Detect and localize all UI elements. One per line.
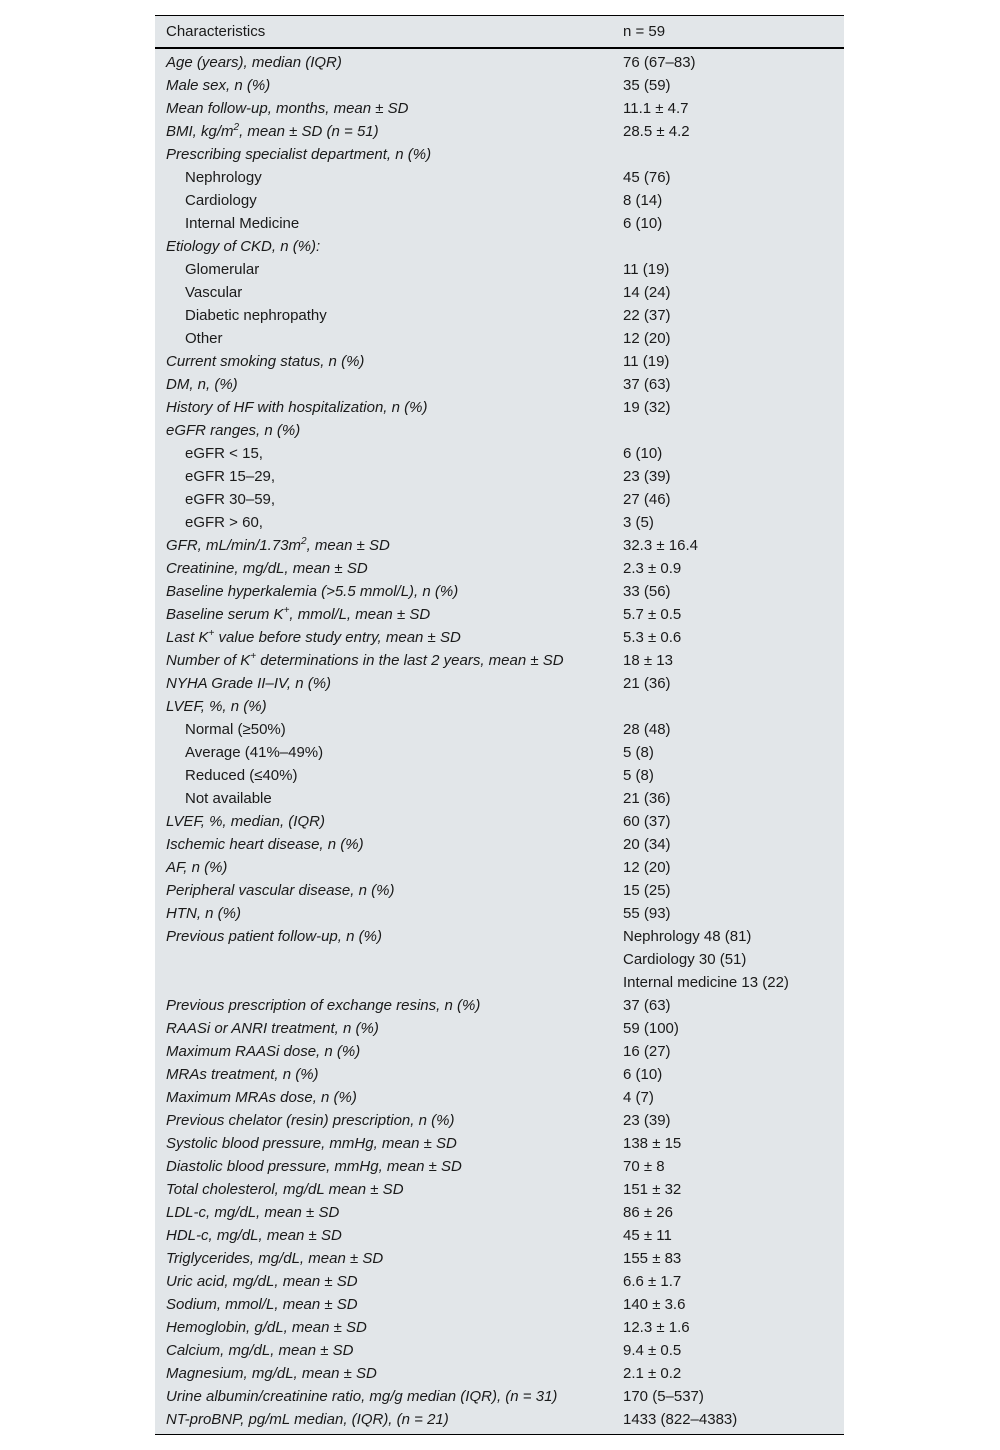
- row-label-text: Previous chelator (resin) prescription, n (%): [166, 1112, 455, 1129]
- row-label-text: eGFR ranges, n (%): [166, 422, 301, 439]
- row-label: [155, 1089, 623, 1106]
- row-label-superscript: +: [208, 628, 215, 639]
- row-label: [155, 422, 623, 439]
- row-label-text: Age (years), median (IQR): [166, 54, 342, 71]
- row-label: [155, 123, 623, 140]
- row-value: 11 (19): [623, 353, 670, 370]
- row-label: [155, 859, 623, 876]
- row-label-text: Total cholesterol, mg/dL mean ± SD: [166, 1181, 404, 1198]
- table-body: [155, 49, 844, 1435]
- row-label-text: MRAs treatment, n (%): [166, 1066, 319, 1083]
- row-label-text: NT-proBNP, pg/mL median, (IQR), (n = 21): [166, 1411, 449, 1428]
- table-row: [155, 304, 844, 327]
- table-row: [155, 580, 844, 603]
- row-value: 45 (76): [623, 169, 671, 186]
- row-value: 155 ± 83: [623, 1250, 682, 1267]
- table-header: [155, 15, 844, 49]
- row-label-text: Triglycerides, mg/dL, mean ± SD: [166, 1250, 384, 1267]
- row-label: [155, 698, 623, 715]
- row-label-text: LVEF, %, n (%): [166, 698, 267, 715]
- row-label-text: NYHA Grade II–IV, n (%): [166, 675, 332, 692]
- row-label: [155, 606, 623, 623]
- row-label: [155, 1319, 623, 1336]
- table-row: [155, 281, 844, 304]
- row-label-text: Etiology of CKD, n (%):: [166, 238, 321, 255]
- table-row: [155, 971, 844, 994]
- row-label-text: RAASi or ANRI treatment, n (%): [166, 1020, 379, 1037]
- row-label: [155, 1388, 623, 1405]
- row-label-text: Normal (≥50%): [185, 721, 286, 738]
- row-label: [155, 54, 623, 71]
- table-row: [155, 442, 844, 465]
- row-label-text: DM, n, (%): [166, 376, 238, 393]
- row-label: [155, 1158, 623, 1175]
- row-value: 37 (63): [623, 997, 671, 1014]
- row-value: 6 (10): [623, 445, 663, 462]
- row-value: 9.4 ± 0.5: [623, 1342, 682, 1359]
- table-row: [155, 189, 844, 212]
- row-value: 32.3 ± 16.4: [623, 537, 698, 554]
- row-value: 6.6 ± 1.7: [623, 1273, 682, 1290]
- row-label: [155, 1411, 623, 1428]
- row-value: 5.3 ± 0.6: [623, 629, 682, 646]
- row-label-text: AF, n (%): [166, 859, 228, 876]
- row-value: 28.5 ± 4.2: [623, 123, 690, 140]
- table-row: [155, 1109, 844, 1132]
- table-row: [155, 51, 844, 74]
- row-label-suffix: determinations in the last 2 years, mean ± SD: [256, 652, 564, 669]
- row-label: [155, 537, 623, 554]
- row-value: 140 ± 3.6: [623, 1296, 686, 1313]
- table-row: [155, 948, 844, 971]
- row-value: 23 (39): [623, 468, 671, 485]
- row-label-text: Magnesium, mg/dL, mean ± SD: [166, 1365, 377, 1382]
- table-row: [155, 74, 844, 97]
- row-label-text: Baseline hyperkalemia (>5.5 mmol/L), n (%): [166, 583, 459, 600]
- row-label-text: Urine albumin/creatinine ratio, mg/g median (IQR), (n = 31): [166, 1388, 558, 1405]
- row-label-text: Cardiology: [185, 192, 257, 209]
- table-row: [155, 1155, 844, 1178]
- table-row: [155, 258, 844, 281]
- table-row: [155, 143, 844, 166]
- row-label: [155, 1365, 623, 1382]
- table-row: [155, 925, 844, 948]
- row-label-superscript: 2: [233, 122, 240, 133]
- row-value: 6 (10): [623, 1066, 663, 1083]
- table-row: [155, 1086, 844, 1109]
- row-label: [155, 399, 623, 416]
- row-label: [155, 721, 623, 738]
- table-row: [155, 350, 844, 373]
- row-label-text: Other: [185, 330, 223, 347]
- row-label-text: Average (41%–49%): [185, 744, 324, 761]
- table-row: [155, 1040, 844, 1063]
- row-label-suffix: value before study entry, mean ± SD: [214, 629, 461, 646]
- table-row: [155, 718, 844, 741]
- row-label: [155, 813, 623, 830]
- row-value: 11.1 ± 4.7: [623, 100, 689, 117]
- table-row: [155, 1178, 844, 1201]
- table-row: [155, 1339, 844, 1362]
- row-label: [155, 445, 623, 462]
- table-row: [155, 557, 844, 580]
- table-row: [155, 902, 844, 925]
- row-value: 3 (5): [623, 514, 654, 531]
- table-row: [155, 695, 844, 718]
- row-label: [155, 1020, 623, 1037]
- table-row: [155, 396, 844, 419]
- row-value: 55 (93): [623, 905, 671, 922]
- row-label: [155, 307, 623, 324]
- table-row: [155, 1201, 844, 1224]
- row-label-text: Reduced (≤40%): [185, 767, 298, 784]
- row-value: 11 (19): [623, 261, 670, 278]
- row-label-text: Previous prescription of exchange resins, n (%): [166, 997, 481, 1014]
- row-label-superscript: +: [283, 605, 290, 616]
- table-row: [155, 327, 844, 350]
- row-value: 5 (8): [623, 744, 654, 761]
- row-value: 19 (32): [623, 399, 671, 416]
- row-value: 12 (20): [623, 330, 671, 347]
- row-label: [155, 882, 623, 899]
- row-label: [155, 1273, 623, 1290]
- row-label-text: History of HF with hospitalization, n (%): [166, 399, 428, 416]
- row-label: [155, 169, 623, 186]
- row-label: [155, 767, 623, 784]
- row-label: [155, 1342, 623, 1359]
- row-value: 14 (24): [623, 284, 671, 301]
- row-label-text: BMI, kg/m: [166, 123, 234, 140]
- row-value: 5.7 ± 0.5: [623, 606, 682, 623]
- row-value: 35 (59): [623, 77, 671, 94]
- row-value: 8 (14): [623, 192, 663, 209]
- row-label: [155, 836, 623, 853]
- row-value: 45 ± 11: [623, 1227, 672, 1244]
- row-value: 20 (34): [623, 836, 671, 853]
- row-label-text: Creatinine, mg/dL, mean ± SD: [166, 560, 368, 577]
- row-label-superscript: 2: [301, 536, 307, 547]
- row-label-text: Prescribing specialist department, n (%): [166, 146, 432, 163]
- row-value: 170 (5–537): [623, 1388, 704, 1405]
- row-label-text: Diabetic nephropathy: [185, 307, 327, 324]
- row-label: [155, 468, 623, 485]
- row-label: [155, 1043, 623, 1060]
- row-value: 37 (63): [623, 376, 671, 393]
- row-value: 22 (37): [623, 307, 671, 324]
- table-row: [155, 373, 844, 396]
- table-row: [155, 419, 844, 442]
- row-value: 28 (48): [623, 721, 671, 738]
- header-characteristics: Characteristics: [166, 23, 266, 40]
- row-value: 86 ± 26: [623, 1204, 673, 1221]
- row-value: 12 (20): [623, 859, 671, 876]
- row-value: Internal medicine 13 (22): [623, 974, 789, 991]
- row-value: 2.3 ± 0.9: [623, 560, 682, 577]
- row-value: 23 (39): [623, 1112, 671, 1129]
- row-label: [155, 629, 623, 646]
- row-value: 12.3 ± 1.6: [623, 1319, 690, 1336]
- row-value: 27 (46): [623, 491, 671, 508]
- row-label-text: eGFR < 15,: [185, 445, 263, 462]
- table-row: [155, 1316, 844, 1339]
- row-label-text: LDL-c, mg/dL, mean ± SD: [166, 1204, 340, 1221]
- table-row: [155, 787, 844, 810]
- row-label: [155, 1204, 623, 1221]
- row-value: 6 (10): [623, 215, 663, 232]
- row-value: Nephrology 48 (81): [623, 928, 752, 945]
- row-label: [155, 146, 623, 163]
- row-label-text: Glomerular: [185, 261, 260, 278]
- row-label: [155, 744, 623, 761]
- table-row: [155, 1385, 844, 1408]
- row-label-superscript: +: [250, 651, 257, 662]
- row-value: 4 (7): [623, 1089, 654, 1106]
- table-row: [155, 879, 844, 902]
- table-row: [155, 603, 844, 626]
- row-label-text: GFR, mL/min/1.73m: [166, 537, 302, 554]
- table-row: [155, 1270, 844, 1293]
- row-label: [155, 1112, 623, 1129]
- row-label-text: Sodium, mmol/L, mean ± SD: [166, 1296, 358, 1313]
- row-label-text: eGFR 30–59,: [185, 491, 276, 508]
- row-label: [155, 905, 623, 922]
- table-row: [155, 488, 844, 511]
- row-label-suffix: , mean ± SD (n = 51): [239, 123, 379, 140]
- row-value: 138 ± 15: [623, 1135, 682, 1152]
- table-row: [155, 534, 844, 557]
- row-label: [155, 77, 623, 94]
- row-value: 60 (37): [623, 813, 671, 830]
- characteristics-table: [155, 15, 844, 1435]
- table-row: [155, 120, 844, 143]
- table-row: [155, 1408, 844, 1431]
- row-label-text: Baseline serum K: [166, 606, 284, 623]
- row-label-text: Maximum RAASi dose, n (%): [166, 1043, 361, 1060]
- row-value: 33 (56): [623, 583, 671, 600]
- table-row: [155, 1017, 844, 1040]
- row-value: 18 ± 13: [623, 652, 673, 669]
- row-label: [155, 675, 623, 692]
- row-label-text: Previous patient follow-up, n (%): [166, 928, 382, 945]
- table-row: [155, 97, 844, 120]
- row-label-text: HTN, n (%): [166, 905, 241, 922]
- row-value: 59 (100): [623, 1020, 679, 1037]
- row-label-text: Internal Medicine: [185, 215, 300, 232]
- row-label: [155, 790, 623, 807]
- table-row: [155, 741, 844, 764]
- table-row: [155, 1132, 844, 1155]
- table-row: [155, 511, 844, 534]
- row-value: 76 (67–83): [623, 54, 696, 71]
- table-row: [155, 649, 844, 672]
- row-label-text: eGFR > 60,: [185, 514, 263, 531]
- row-value: 2.1 ± 0.2: [623, 1365, 682, 1382]
- row-value: Cardiology 30 (51): [623, 951, 747, 968]
- row-value: 15 (25): [623, 882, 671, 899]
- row-label: [155, 261, 623, 278]
- table-row: [155, 810, 844, 833]
- row-label-suffix: , mean ± SD: [306, 537, 390, 554]
- table-row: [155, 833, 844, 856]
- row-label: [155, 1296, 623, 1313]
- table-row: [155, 1247, 844, 1270]
- row-label-text: Number of K: [166, 652, 251, 669]
- row-label-text: Uric acid, mg/dL, mean ± SD: [166, 1273, 358, 1290]
- row-label-text: Ischemic heart disease, n (%): [166, 836, 364, 853]
- row-label: [155, 376, 623, 393]
- row-label-text: Vascular: [185, 284, 243, 301]
- row-label: [155, 583, 623, 600]
- row-label: [155, 1066, 623, 1083]
- row-label: [155, 284, 623, 301]
- table-row: [155, 465, 844, 488]
- row-value: 21 (36): [623, 790, 671, 807]
- table-row: [155, 856, 844, 879]
- table-row: [155, 672, 844, 695]
- row-label-text: HDL-c, mg/dL, mean ± SD: [166, 1227, 342, 1244]
- row-label-text: Hemoglobin, g/dL, mean ± SD: [166, 1319, 367, 1336]
- table-row: [155, 626, 844, 649]
- row-label-text: Diastolic blood pressure, mmHg, mean ± SD: [166, 1158, 462, 1175]
- row-label: [155, 238, 623, 255]
- table-row: [155, 166, 844, 189]
- table-row: [155, 1293, 844, 1316]
- row-label-text: eGFR 15–29,: [185, 468, 276, 485]
- row-label-text: Peripheral vascular disease, n (%): [166, 882, 395, 899]
- table-row: [155, 212, 844, 235]
- header-n: n = 59: [623, 23, 666, 40]
- row-label-text: Current smoking status, n (%): [166, 353, 365, 370]
- row-label-text: Not available: [185, 790, 272, 807]
- row-value: 16 (27): [623, 1043, 671, 1060]
- row-value: 5 (8): [623, 767, 654, 784]
- row-label-text: Calcium, mg/dL, mean ± SD: [166, 1342, 354, 1359]
- row-label: [155, 1227, 623, 1244]
- row-label: [155, 215, 623, 232]
- row-label-text: LVEF, %, median, (IQR): [166, 813, 325, 830]
- row-label-suffix: , mmol/L, mean ± SD: [289, 606, 431, 623]
- row-label: [155, 1135, 623, 1152]
- row-value: 151 ± 32: [623, 1181, 682, 1198]
- row-label: [155, 353, 623, 370]
- row-label: [155, 192, 623, 209]
- row-label: [155, 997, 623, 1014]
- row-label-text: Maximum MRAs dose, n (%): [166, 1089, 357, 1106]
- row-label: [155, 652, 623, 669]
- row-label: [155, 1250, 623, 1267]
- row-label: [155, 330, 623, 347]
- row-label-text: Male sex, n (%): [166, 77, 271, 94]
- row-label-text: Last K: [166, 629, 209, 646]
- table-row: [155, 994, 844, 1017]
- row-label: [155, 491, 623, 508]
- row-label-text: Nephrology: [185, 169, 262, 186]
- row-value: 1433 (822–4383): [623, 1411, 738, 1428]
- row-label: [155, 1181, 623, 1198]
- row-value: 70 ± 8: [623, 1158, 665, 1175]
- row-label-text: Mean follow-up, months, mean ± SD: [166, 100, 409, 117]
- table-row: [155, 764, 844, 787]
- table-row: [155, 1362, 844, 1385]
- row-value: 21 (36): [623, 675, 671, 692]
- row-label: [155, 928, 623, 945]
- row-label: [155, 514, 623, 531]
- row-label: [155, 100, 623, 117]
- table-row: [155, 1063, 844, 1086]
- row-label: [155, 560, 623, 577]
- table-row: [155, 235, 844, 258]
- row-label-text: Systolic blood pressure, mmHg, mean ± SD: [166, 1135, 457, 1152]
- table-row: [155, 1224, 844, 1247]
